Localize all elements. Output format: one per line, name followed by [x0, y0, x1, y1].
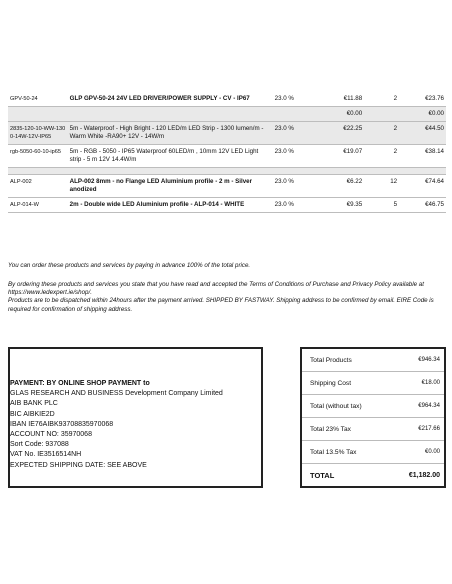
item-unit-price: €6.22 — [317, 175, 364, 198]
table-row — [8, 107, 446, 122]
item-tax-rate: 23.0 % — [273, 198, 318, 213]
company-name-line: GLAS RESEARCH AND BUSINESS Development Company Limited — [10, 390, 223, 398]
item-quantity: 2 — [364, 122, 399, 145]
item-line-total: €74.64 — [399, 175, 446, 198]
item-description: 5m - RGB - 5050 - IP65 Waterproof 60LED/m , 10mm 12V LED Light strip - 5 m 12V 14.4W/m — [68, 145, 273, 168]
item-code: GPV-50-24 — [8, 92, 68, 107]
item-line-total: €44.50 — [399, 122, 446, 145]
totals-label: Shipping Cost — [302, 372, 387, 395]
item-unit-price — [317, 168, 364, 175]
grand-total-value: €1,182.00 — [408, 471, 440, 479]
grand-total-label: TOTAL — [310, 470, 335, 480]
item-description: GLP GPV-50-24 24V LED DRIVER/POWER SUPPLY - CV - IP67 — [68, 92, 273, 107]
item-description: 5m - Waterproof - High Bright - 120 LED/m LED Strip - 1300 lumen/m - Warm White -RA90+ 12V - 14W/m — [68, 122, 273, 145]
item-description: ALP-002 8mm - no Flange LED Aluminium profile - 2 m - Silver anodized — [68, 175, 273, 198]
advance-payment-text: You can order these products and services by paying in advance 100% of the total price. — [8, 262, 251, 269]
table-row — [8, 145, 446, 168]
totals-row-shipping — [302, 372, 444, 395]
item-code: 2835-120-10-WW-1300-14W-12V-IP65 — [8, 122, 68, 145]
totals-row-products — [302, 349, 444, 372]
item-quantity: 2 — [364, 145, 399, 168]
item-line-total: €46.75 — [399, 198, 446, 213]
totals-value: €946.34 — [387, 349, 444, 372]
terms-note — [8, 281, 444, 314]
table-row — [8, 122, 446, 145]
item-tax-rate: 23.0 % — [273, 175, 318, 198]
bank-name-line: AIB BANK PLC — [10, 400, 58, 408]
item-quantity — [364, 168, 399, 175]
account-number-line: ACCOUNT NO: 35970068 — [10, 431, 92, 439]
item-line-total: €23.76 — [399, 92, 446, 107]
item-unit-price: €0.00 — [317, 107, 364, 122]
totals-value: €18.00 — [387, 372, 444, 395]
item-code: ALP-014-W — [8, 198, 68, 213]
dispatch-text: Products are to be dispatched within 24hours after the payment arrived. SHIPPED BY FASTWAY. Shipping address to be confirmed by email. EIRE Code is required for confirmation of shipping address. — [8, 297, 434, 313]
totals-box — [300, 347, 446, 488]
totals-label: Total 13.5% Tax — [302, 441, 387, 464]
totals-label: Total Products — [302, 349, 387, 372]
item-description — [68, 168, 273, 175]
item-tax-rate: 23.0 % — [273, 92, 318, 107]
item-line-total — [399, 168, 446, 175]
totals-row-grand-total — [302, 464, 444, 487]
table-spacer-row — [8, 168, 446, 175]
terms-text: By ordering these products and services you state that you have read and accepted the Terms of Conditions of Purchase and Privacy Policy available at https://www.ledexpert.ie/shop/. — [8, 281, 424, 297]
totals-value: €0.00 — [387, 441, 444, 464]
item-description — [68, 107, 273, 122]
totals-label: Total 23% Tax — [302, 418, 387, 441]
item-tax-rate — [273, 168, 318, 175]
totals-label: Total (without tax) — [302, 395, 387, 418]
item-quantity: 12 — [364, 175, 399, 198]
item-unit-price: €22.25 — [317, 122, 364, 145]
table-row — [8, 92, 446, 107]
item-code: ALP-002 — [8, 175, 68, 198]
item-tax-rate — [273, 107, 318, 122]
totals-row-without-tax — [302, 395, 444, 418]
item-code — [8, 168, 68, 175]
line-items-body — [8, 92, 446, 213]
advance-payment-note — [8, 262, 444, 270]
shipping-date-line: EXPECTED SHIPPING DATE: SEE ABOVE — [10, 461, 147, 469]
item-tax-rate: 23.0 % — [273, 122, 318, 145]
item-quantity — [364, 107, 399, 122]
sort-code-line: Sort Code: 937088 — [10, 441, 69, 449]
totals-row-tax-23 — [302, 418, 444, 441]
item-unit-price: €11.88 — [317, 92, 364, 107]
item-code — [8, 107, 68, 122]
item-code: rgb-5050-60-10-ip65 — [8, 145, 68, 168]
table-row — [8, 175, 446, 198]
vat-number-line: VAT No. IE3516514NH — [10, 451, 82, 459]
item-line-total: €0.00 — [399, 107, 446, 122]
item-tax-rate: 23.0 % — [273, 145, 318, 168]
line-items-table — [8, 92, 446, 213]
item-unit-price: €19.07 — [317, 145, 364, 168]
payment-details-box — [8, 347, 263, 488]
item-description: 2m - Double wide LED Aluminium profile - ALP-014 - WHITE — [68, 198, 273, 213]
payment-method-line: PAYMENT: BY ONLINE SHOP PAYMENT to — [10, 380, 150, 387]
bic-line: BIC AIBKIE2D — [10, 410, 55, 418]
totals-value: €217.66 — [387, 418, 444, 441]
item-unit-price: €9.35 — [317, 198, 364, 213]
table-row — [8, 198, 446, 213]
totals-row-tax-13-5 — [302, 441, 444, 464]
item-line-total: €38.14 — [399, 145, 446, 168]
item-quantity: 5 — [364, 198, 399, 213]
item-quantity: 2 — [364, 92, 399, 107]
totals-table — [302, 349, 444, 486]
totals-value: €964.34 — [387, 395, 444, 418]
iban-line: IBAN IE76AIBK93708835970068 — [10, 420, 114, 428]
